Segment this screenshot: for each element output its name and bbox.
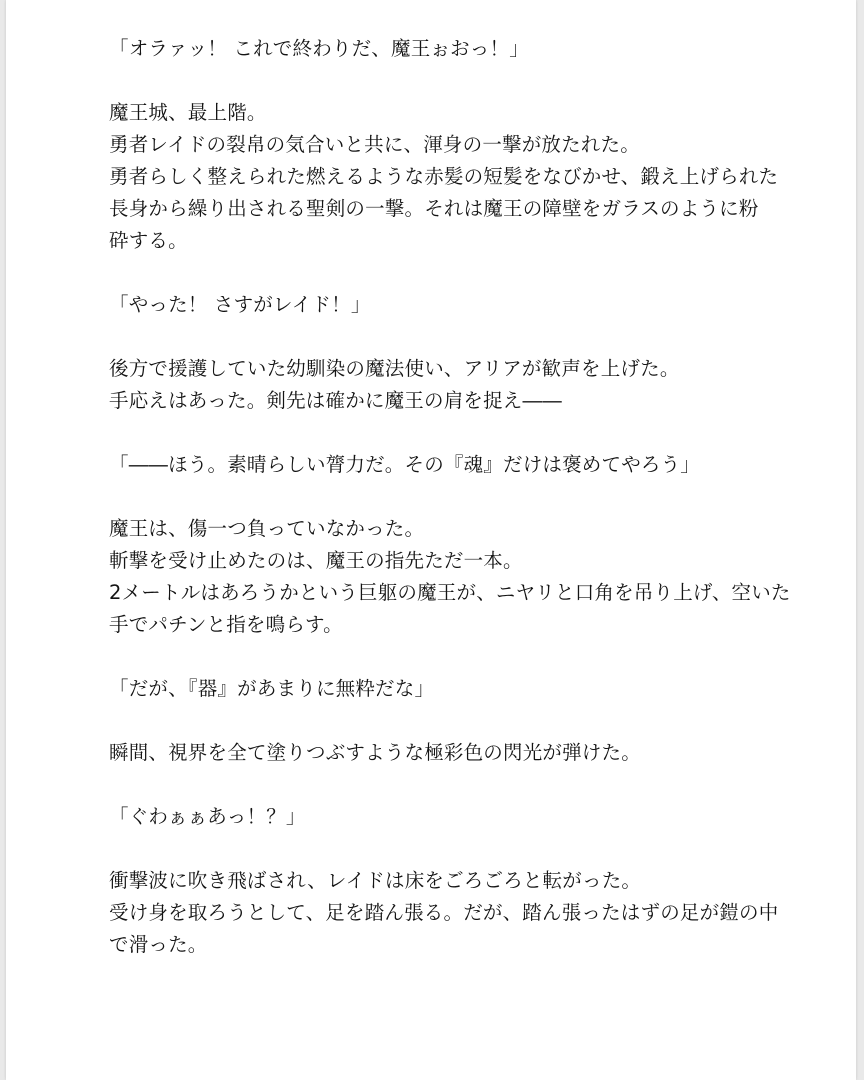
text-line: 手でパチンと指を鳴らす。 (109, 613, 343, 636)
text-line: 斬撃を受け止めたのは、魔王の指先ただ一本。 (109, 549, 523, 572)
text-line: 衝撃波に吹き飛ばされ、レイドは床をごろごろと転がった。 (109, 869, 642, 892)
text-line: 手応えはあった。剣先は確かに魔王の肩を捉え―― (109, 389, 562, 412)
blank-line (109, 417, 759, 449)
text-line: で滑った。 (109, 933, 208, 956)
text-line: 2メートルはあろうかという巨躯の魔王が、ニヤリと口角を吊り上げ、空いた (109, 581, 791, 604)
text-line: 瞬間、視界を全て塗りつぶすような極彩色の閃光が弾けた。 (109, 741, 641, 764)
blank-line (109, 257, 759, 289)
blank-line (109, 321, 759, 353)
text-line: 「やった！ さすがレイド！」 (109, 293, 371, 316)
text-line: 「ぐわぁぁあっ！？」 (109, 805, 306, 828)
text-line: 受け身を取ろうとして、足を踏ん張る。だが、踏ん張ったはずの足が鎧の中 (109, 901, 779, 924)
document-page (6, 0, 856, 1080)
blank-line (109, 481, 759, 513)
text-line: 後方で援護していた幼馴染の魔法使い、アリアが歓声を上げた。 (109, 357, 680, 380)
text-line: 勇者レイドの裂帛の気合いと共に、渾身の一撃が放たれた。 (109, 133, 640, 156)
text-line: 魔王は、傷一つ負っていなかった。 (109, 517, 425, 540)
blank-line (109, 65, 759, 97)
text-line: 砕する。 (109, 229, 188, 252)
text-line: 「だが、『器』があまりに無粋だな」 (109, 677, 435, 700)
text-line: 「オラァッ！ これで終わりだ、魔王ぉおっ！」 (109, 37, 529, 60)
blank-line (109, 705, 759, 737)
blank-line (109, 769, 759, 801)
document-text (109, 33, 791, 961)
text-line: 勇者らしく整えられた燃えるような赤髪の短髪をなびかせ、鍛え上げられた (109, 165, 779, 188)
text-line: 魔王城、最上階。 (109, 101, 267, 124)
blank-line (109, 833, 759, 865)
blank-line (109, 641, 759, 673)
text-line: 「――ほう。素晴らしい膂力だ。その『魂』だけは褒めてやろう」 (109, 453, 701, 476)
text-line: 長身から繰り出される聖剣の一撃。それは魔王の障壁をガラスのように粉 (109, 197, 759, 220)
